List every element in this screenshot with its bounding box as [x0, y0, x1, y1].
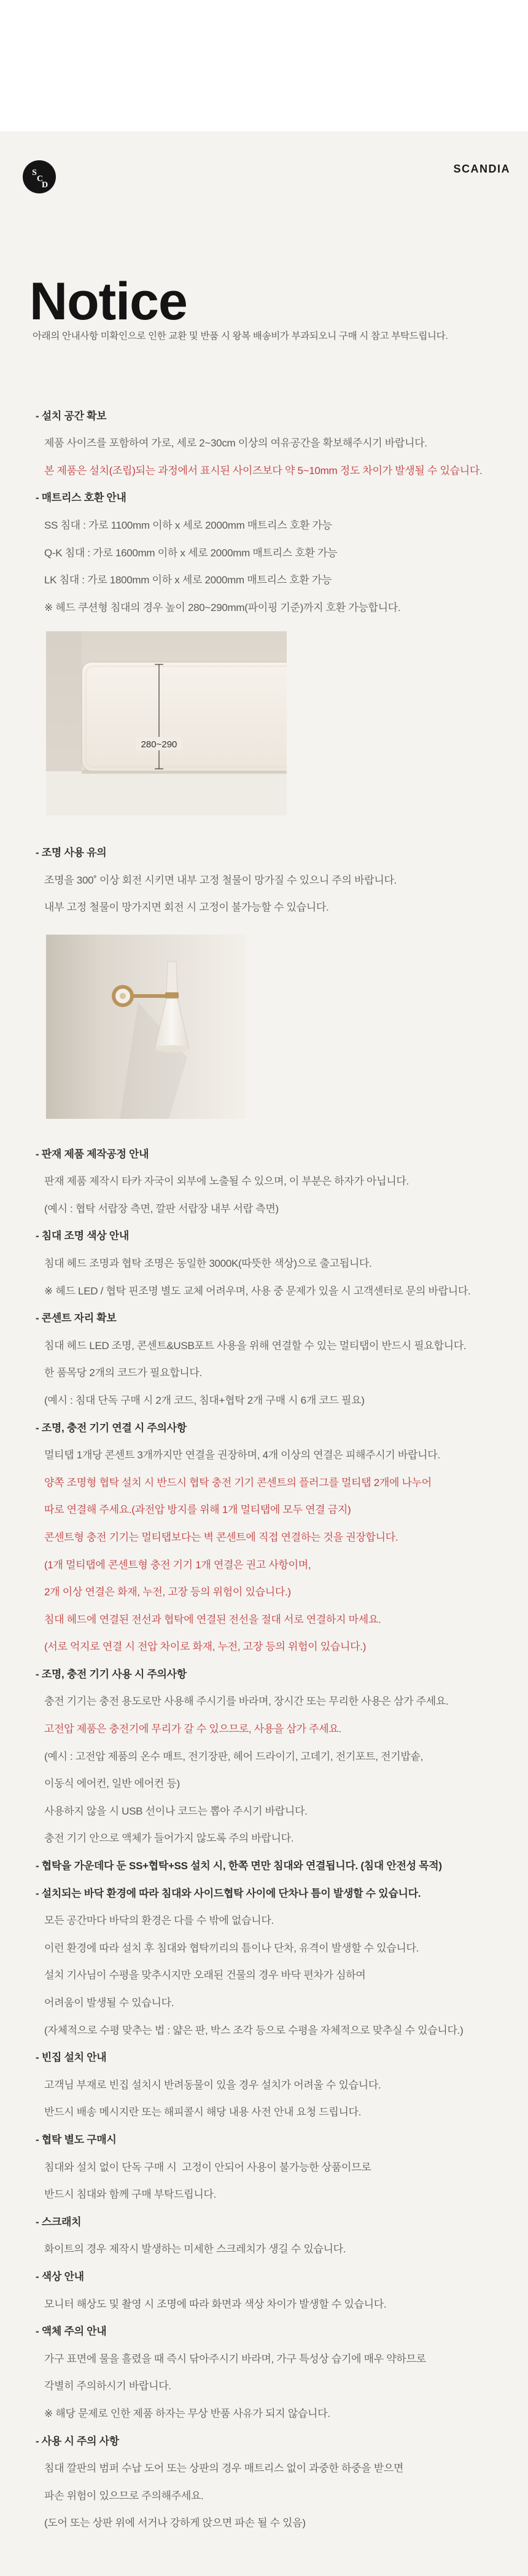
section-floor-leveling — [0, 1880, 528, 2045]
section-scratch — [0, 2209, 528, 2263]
section-heading: - 사용 시 주의 사항 — [36, 2435, 119, 2447]
notice-line: (예시 : 협탁 서랍장 측면, 깔판 서랍장 내부 서랍 측면) — [44, 1202, 279, 1215]
section-nightstand-center — [0, 1853, 528, 1880]
brand-logo — [23, 160, 56, 193]
notice-line: Q-K 침대 : 가로 1600mm 이하 x 세로 2000mm 매트리스 호환 가능 — [44, 547, 338, 559]
section-heading: - 설치 공간 확보 — [36, 410, 107, 422]
top-blank-area — [0, 0, 528, 131]
section-empty-home-install — [0, 2044, 528, 2127]
notice-line: 판재 제품 제작시 타카 자국이 외부에 노출될 수 있으며, 이 부분은 하자가 아닙니다. — [44, 1175, 409, 1188]
warning-line: 양쪽 조명형 협탁 설치 시 반드시 협탁 충전 기기 콘센트의 플러그를 멀티탭 2개에 나누어 — [44, 1476, 432, 1488]
notice-line: 충전 기기 안으로 액체가 들어가지 않도록 주의 바랍니다. — [44, 1832, 294, 1845]
notice-line: 설치 기사님이 수평을 맞추시지만 오래된 건물의 경우 바닥 편차가 심하여 — [44, 1969, 366, 1982]
section-heading: - 침대 조명 색상 안내 — [36, 1230, 130, 1242]
notice-line: 반드시 배송 메시지란 또는 해피콜시 해당 내용 사전 안내 요청 드립니다. — [44, 2106, 362, 2119]
notice-line: 어려움이 발생될 수 있습니다. — [44, 1997, 174, 2009]
section-charging-connection — [0, 1415, 528, 1661]
section-heading: - 색상 안내 — [36, 2270, 84, 2282]
warning-line: 본 제품은 설치(조립)되는 과정에서 표시된 사이즈보다 약 5~10mm 정도 차이가 발생될 수 있습니다. — [44, 464, 483, 477]
section-heading: - 스크래치 — [36, 2216, 82, 2228]
notice-line: 가구 표면에 물을 흘렸을 때 즉시 닦아주시기 바라며, 가구 특성상 습기에 매우 약하므로 — [44, 2352, 426, 2365]
notice-line: 각별히 주의하시기 바랍니다. — [44, 2380, 171, 2392]
notice-line: ※ 헤드 쿠션형 침대의 경우 높이 280~290mm(파이핑 기준)까지 호환 가능합니다. — [44, 601, 401, 613]
logo-letter-s: S — [32, 168, 37, 177]
wall-lamp-photo — [46, 935, 246, 1119]
notice-line: (예시 : 침대 단독 구매 시 2개 코드, 침대+협탁 2개 구매 시 6개 코드 필요) — [44, 1394, 365, 1406]
section-nightstand-separate — [0, 2127, 528, 2209]
notice-line: 조명을 300˚ 이상 회전 시키면 내부 고정 철물이 망가질 수 있으니 주의 바랍니다. — [44, 874, 397, 886]
notice-line: 사용하지 않을 시 USB 선이나 코드는 뽑아 주시기 바랍니다. — [44, 1805, 308, 1817]
warning-line: (서로 억지로 연결 시 전압 차이로 화재, 누전, 고장 등의 위험이 있습니다.) — [44, 1641, 367, 1653]
section-liquid — [0, 2318, 528, 2427]
notice-line: 침대 헤드 LED 조명, 콘센트&USB포트 사용을 위해 연결할 수 있는 멀티탭이 반드시 필요합니다. — [44, 1339, 467, 1352]
logo-letter-c: C — [36, 174, 44, 184]
notice-line: 한 품목당 2개의 코드가 필요합니다. — [44, 1367, 202, 1379]
warning-line: 고전압 제품은 충전기에 무리가 갈 수 있으므로, 사용을 삼가 주세요. — [44, 1723, 341, 1735]
notice-line: 충전 기기는 충전 용도로만 사용해 주시기를 바라며, 장시간 또는 무리한 사용은 삼가 주세요. — [44, 1695, 449, 1708]
notice-page — [0, 131, 528, 2576]
notice-line: ※ 헤드 LED / 협탁 핀조명 별도 교체 어려우며, 사용 중 문제가 있을 시 고객센터로 문의 바랍니다. — [44, 1285, 471, 1297]
notice-line: ※ 해당 문제로 인한 제품 하자는 무상 반품 사유가 되지 않습니다. — [44, 2407, 330, 2419]
headboard-height-label: 280~290 — [141, 739, 177, 750]
section-heading: - 협탁을 가운데다 둔 SS+협탁+SS 설치 시, 한쪽 면만 침대와 연결됩니다. (침대 안전성 목적) — [36, 1860, 442, 1872]
warning-line: 콘센트형 충전 기기는 멀티탭보다는 벽 콘센트에 직접 연결하는 것을 권장합니다. — [44, 1531, 398, 1543]
section-heading: - 조명 사용 유의 — [36, 846, 107, 858]
section-heading: - 액체 주의 안내 — [36, 2325, 107, 2338]
warning-line: 2개 이상 연결은 화재, 누전, 고장 등의 위험이 있습니다.) — [44, 1586, 291, 1598]
section-outlet-space — [0, 1305, 528, 1414]
section-heading: - 설치되는 바닥 환경에 따라 침대와 사이드협탁 사이에 단차나 틈이 발생할 수 있습니다. — [36, 1887, 421, 1899]
section-panel-process — [0, 1141, 528, 1223]
brand-name: SCANDIA — [453, 163, 510, 175]
notice-line: 이동식 에어컨, 일반 에어컨 등) — [44, 1778, 180, 1790]
section-bed-light-color — [0, 1223, 528, 1305]
notice-line: (예시 : 고전압 제품의 온수 매트, 전기장판, 헤어 드라이기, 고데기, 전기포트, 전기밥솥, — [44, 1750, 424, 1762]
notice-line: LK 침대 : 가로 1800mm 이하 x 세로 2000mm 매트리스 호환 가능 — [44, 574, 332, 586]
notice-line: 멀티탭 1개당 콘센트 3개까지만 연결을 권장하며, 4개 이상의 연결은 피해주시기 바랍니다. — [44, 1449, 440, 1461]
section-heading: - 콘센트 자리 확보 — [36, 1312, 117, 1325]
notice-line: 모니터 해상도 및 촬영 시 조명에 따라 화면과 색상 차이가 발생할 수 있습니다. — [44, 2298, 387, 2310]
section-heading: - 조명, 충전 기기 사용 시 주의사항 — [36, 1668, 187, 1680]
headboard-photo — [46, 631, 287, 815]
logo-letter-d: D — [41, 181, 49, 190]
section-heading: - 조명, 충전 기기 연결 시 주의사항 — [36, 1422, 187, 1434]
notice-list — [0, 403, 528, 2537]
section-heading: - 빈집 설치 안내 — [36, 2052, 107, 2064]
notice-line: 침대와 설치 없이 단독 구매 시 고정이 안되어 사용이 불가능한 상품이므로 — [44, 2161, 371, 2173]
notice-line: 내부 고정 철물이 망가지면 회전 시 고정이 불가능할 수 있습니다. — [44, 901, 329, 914]
notice-line: (도어 또는 상판 위에 서거나 강하게 앉으면 파손 될 수 있음) — [44, 2517, 306, 2529]
notice-line: 고객님 부재로 빈집 설치시 반려동물이 있을 경우 설치가 어려울 수 있습니다. — [44, 2079, 381, 2091]
notice-line: 모든 공간마다 바닥의 환경은 다를 수 밖에 없습니다. — [44, 1915, 274, 1927]
section-install-space — [0, 403, 528, 485]
page-subtitle: 아래의 안내사항 미확인으로 인한 교환 및 반품 시 왕복 배송비가 부과되오니 구매 시 참고 부탁드립니다. — [33, 331, 448, 341]
section-heading: - 협탁 별도 구매시 — [36, 2133, 117, 2146]
section-heading: - 판재 제품 제작공정 안내 — [36, 1148, 149, 1160]
notice-line: 침대 헤드 조명과 협탁 조명은 동일한 3000K(따뜻한 색상)으로 출고됩니다. — [44, 1257, 372, 1269]
warning-line: (1개 멀티탭에 콘센트형 충전 기기 1개 연결은 권고 사항이며, — [44, 1558, 311, 1571]
section-heading: - 매트리스 호환 안내 — [36, 492, 126, 504]
section-lighting-caution — [0, 839, 528, 1119]
section-color — [0, 2263, 528, 2318]
notice-line: 제품 사이즈를 포함하여 가로, 세로 2~30cm 이상의 여유공간을 확보해주시기 바랍니다. — [44, 437, 427, 449]
warning-line: 침대 헤드에 연결된 전선과 협탁에 연결된 전선을 절대 서로 연결하지 마세요. — [44, 1613, 381, 1625]
page-title: Notice — [29, 272, 187, 331]
notice-line: 화이트의 경우 제작시 발생하는 미세한 스크레치가 생길 수 있습니다. — [44, 2243, 346, 2255]
notice-line: SS 침대 : 가로 1100mm 이하 x 세로 2000mm 매트리스 호환 가능 — [44, 519, 332, 532]
section-usage-caution — [0, 2428, 528, 2537]
notice-line: 반드시 침대와 함께 구매 부탁드립니다. — [44, 2189, 217, 2201]
warning-line: 따로 연결해 주세요.(과전압 방지를 위해 1개 멀티탭에 모두 연결 금지) — [44, 1504, 351, 1516]
notice-line: 이런 환경에 따라 설치 후 침대와 협탁끼리의 틈이나 단차, 유격이 발생할 수 있습니다. — [44, 1942, 419, 1954]
notice-line: (자체적으로 수평 맞추는 법 : 얇은 판, 박스 조각 등으로 수평을 자체적으로 맞추실 수 있습니다.) — [44, 2024, 464, 2036]
section-mattress-compat — [0, 484, 528, 815]
notice-line: 파손 위험이 있으므로 주의해주세요. — [44, 2489, 204, 2502]
notice-line: 침대 깔판의 범퍼 수납 도어 또는 상판의 경우 매트리스 없이 과중한 하중을 받으면 — [44, 2462, 404, 2475]
section-charging-usage — [0, 1661, 528, 1853]
